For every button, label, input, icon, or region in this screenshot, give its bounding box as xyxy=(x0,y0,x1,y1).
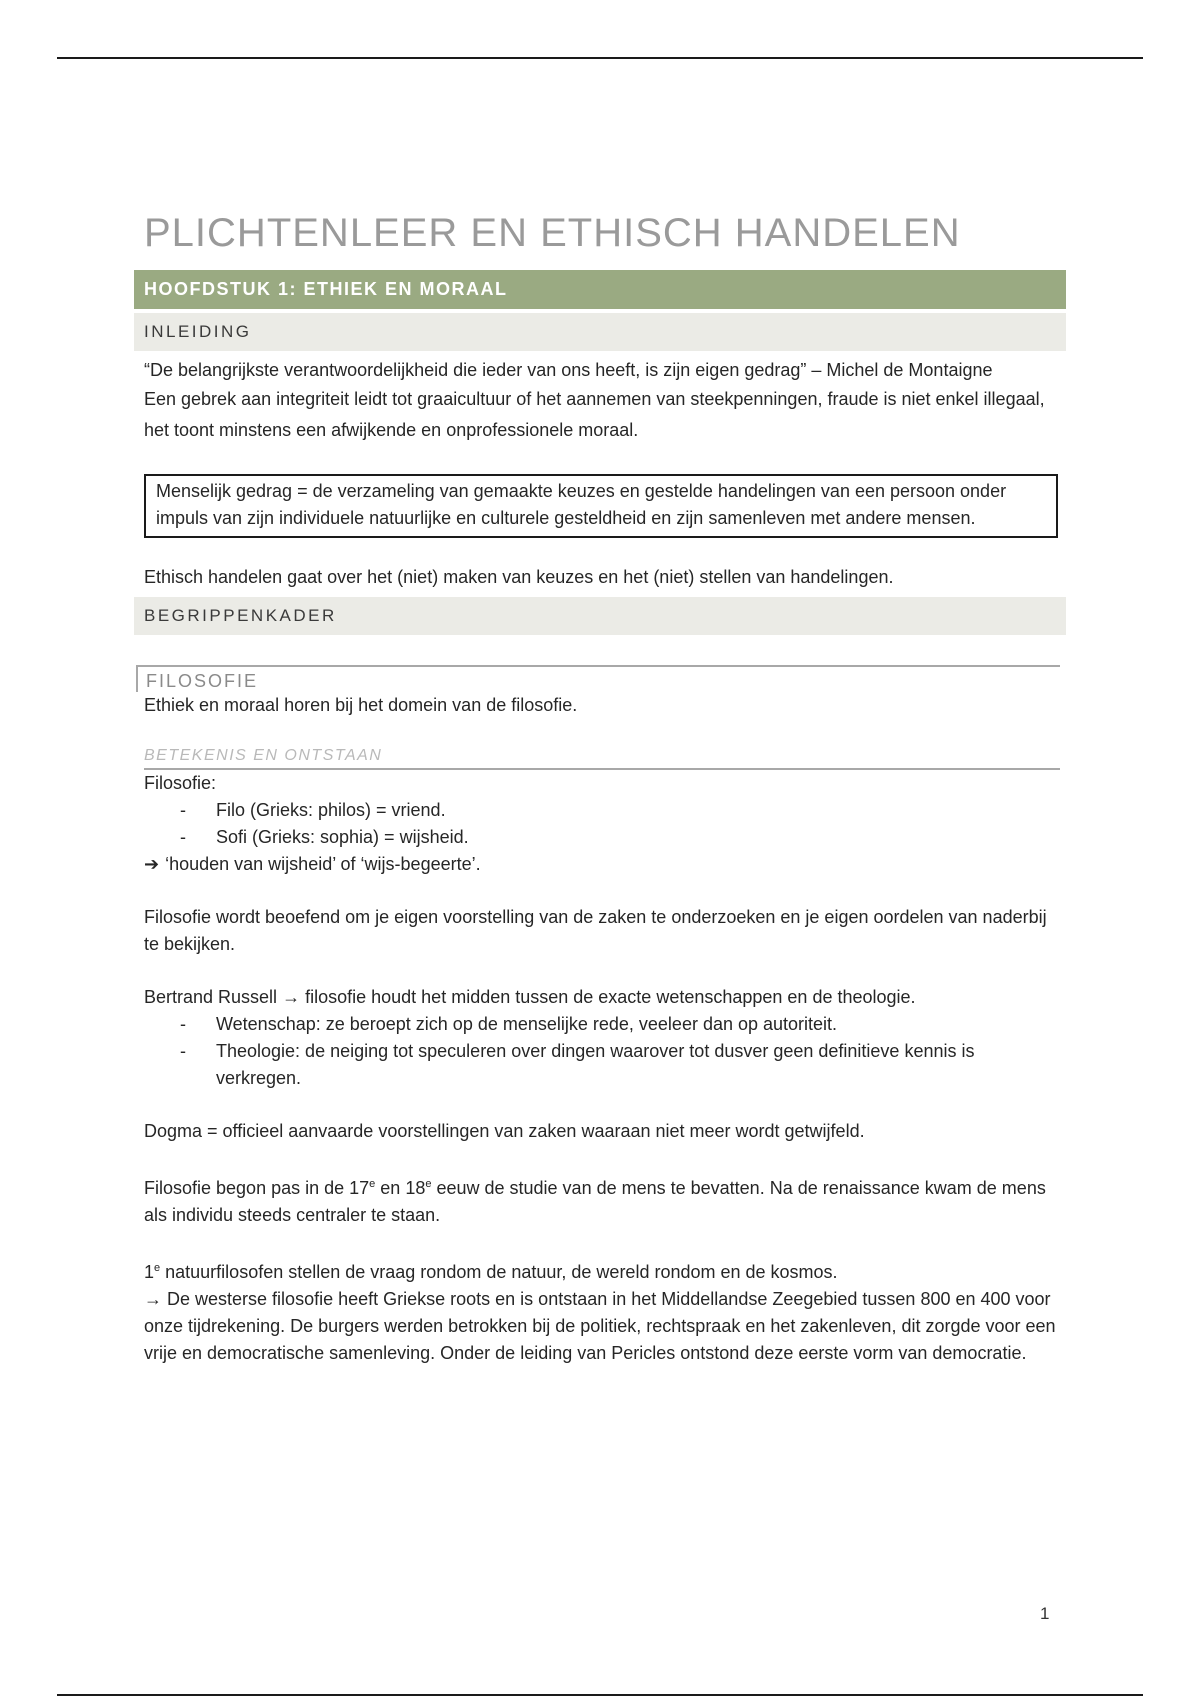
russell-list xyxy=(134,1011,1066,1092)
eeuw-paragraph xyxy=(144,1171,1056,1229)
filosofie-label: Filosofie: xyxy=(144,773,217,793)
quote-paragraph: “De belangrijkste verantwoordelijkheid die ieder van ons heeft, is zijn eigen gedrag” – Michel de Montaigne xyxy=(144,360,993,380)
russell-line xyxy=(144,984,1056,1011)
subheading-betekenis: BETEKENIS EN ONTSTAAN xyxy=(144,747,1060,770)
arrow-right-icon: → xyxy=(282,987,301,1007)
list-item: - Sofi (Grieks: sophia) = wijsheid. xyxy=(180,824,1056,851)
eeuw-text-1: Filosofie begon pas in de 17 xyxy=(144,1178,370,1198)
eeuw-text-3: eeuw de studie van de mens te bevatten. Na de renaissance kwam de mens als individu steeds centraler te staan. xyxy=(144,1178,1046,1225)
arrow-right-icon: → xyxy=(144,1289,162,1309)
subsection-heading-filosofie: FILOSOFIE xyxy=(136,665,1060,692)
etymology-result xyxy=(144,851,1056,878)
natuurfilosofen-text: natuurfilosofen stellen de vraag rondom de natuur, de wereld rondom en de kosmos. xyxy=(160,1262,838,1282)
page-number: 1 xyxy=(1040,1604,1050,1623)
etymology-result-text: ‘houden van wijsheid’ of ‘wijs-begeerte’. xyxy=(165,854,481,874)
superscript: e xyxy=(425,1178,432,1190)
section-heading-begrippenkader: BEGRIPPENKADER xyxy=(134,597,1066,635)
list-item: - Theologie: de neiging tot speculeren over dingen waarover tot dusver geen definitieve kennis is verkregen. xyxy=(180,1038,1056,1092)
ordinal-number: 1 xyxy=(144,1262,155,1282)
natuurfilosofen-line xyxy=(144,1255,1056,1286)
etymology-list xyxy=(134,797,1066,851)
russell-text: filosofie houdt het midden tussen de exacte wetenschappen en de theologie. xyxy=(305,987,916,1007)
dogma-definition: Dogma = officieel aanvaarde voorstellingen van zaken waaraan niet meer wordt getwijfeld. xyxy=(144,1121,865,1141)
definition-box: Menselijk gedrag = de verzameling van gemaakte keuzes en gestelde handelingen van een persoon onder impuls van zijn individuele natuurlijke en culturele gesteldheid en zijn samenleven met andere mensen. xyxy=(144,474,1058,538)
list-item: - Filo (Grieks: philos) = vriend. xyxy=(180,797,1056,824)
chapter-heading: HOOFDSTUK 1: ETHIEK EN MORAAL xyxy=(134,270,1066,309)
superscript: e xyxy=(154,1262,161,1274)
footer-rule xyxy=(57,1694,1143,1696)
westerse-paragraph xyxy=(144,1286,1056,1367)
arrow-right-icon: ➔ xyxy=(144,854,160,874)
integrity-paragraph: Een gebrek aan integriteit leidt tot graaicultuur of het aannemen van steekpenningen, fraude is niet enkel illegaal, het toont minstens een afwijkende en onprofessionele moraal. xyxy=(144,389,1045,440)
filosofie-intro: Ethiek en moraal horen bij het domein van de filosofie. xyxy=(144,695,578,715)
list-item: - Wetenschap: ze beroept zich op de menselijke rede, veeleer dan op autoriteit. xyxy=(180,1011,1056,1038)
russell-name: Bertrand Russell xyxy=(144,987,278,1007)
beoefend-paragraph: Filosofie wordt beoefend om je eigen voorstelling van de zaken te onderzoeken en je eigen oordelen van naderbij te bekijken. xyxy=(144,907,1047,954)
document-title: PLICHTENLEER EN ETHISCH HANDELEN xyxy=(144,211,961,255)
page-content xyxy=(134,210,1066,1367)
westerse-text: De westerse filosofie heeft Griekse roots en is ontstaan in het Middellandse Zeegebied tussen 800 en 400 voor onze tijdrekening. De burgers werden betrokken bij de politiek, rechtspraak en het zakenleven, dit zorgde voor een vrije en democratische samenleving. Onder de leiding van Pericles ontstond deze eerste vorm van democratie. xyxy=(144,1289,1056,1363)
ethisch-handelen-paragraph: Ethisch handelen gaat over het (niet) maken van keuzes en het (niet) stellen van handelingen. xyxy=(144,567,894,587)
superscript: e xyxy=(369,1178,376,1190)
header-rule xyxy=(57,57,1143,59)
section-heading-inleiding: INLEIDING xyxy=(134,313,1066,351)
eeuw-text-2: en 18 xyxy=(375,1178,426,1198)
